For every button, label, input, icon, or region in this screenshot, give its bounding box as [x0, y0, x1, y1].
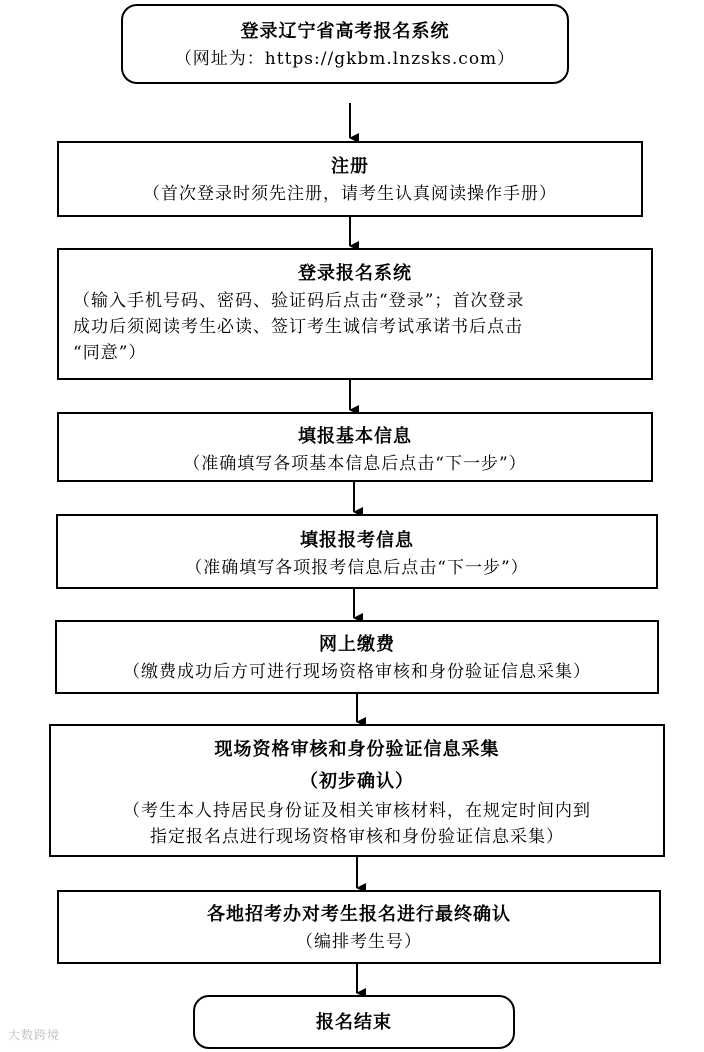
step-description-line-1: （输入手机号码、密码、验证码后点击“登录”；首次登录: [73, 291, 525, 311]
step-title: 现场资格审核和身份验证信息采集: [214, 739, 500, 760]
step-description-line-2: 成功后须阅读考生必读、签订考生诚信考试承诺书后点击: [73, 317, 523, 337]
step-fill-application-info: [56, 514, 658, 589]
step-title: 登录报名系统: [298, 263, 412, 284]
step-description-line-2: 指定报名点进行现场资格审核和身份验证信息采集）: [150, 827, 564, 847]
step-title: 各地招考办对考生报名进行最终确认: [207, 904, 511, 925]
step-title: 报名结束: [316, 1012, 392, 1033]
step-final-confirmation: [57, 890, 661, 964]
step-title: 注册: [331, 156, 369, 177]
step-description-line-3: “同意”）: [73, 343, 147, 363]
step-description-line-1: （考生本人持居民身份证及相关审核材料，在规定时间内到: [123, 801, 591, 821]
step-description: （准确填写各项基本信息后点击“下一步”）: [183, 454, 527, 474]
step-description: （编排考生号）: [296, 932, 422, 952]
step-online-payment: [55, 620, 659, 694]
step-title: 网上缴费: [319, 634, 395, 655]
step-description: （缴费成功后方可进行现场资格审核和身份验证信息采集）: [123, 662, 591, 682]
step-fill-basic-info: [57, 412, 653, 482]
step-description: （网址为：https://gkbm.lnzsks.com）: [174, 49, 516, 69]
step-title: 登录辽宁省高考报名系统: [240, 21, 450, 42]
step-description: （准确填写各项报考信息后点击“下一步”）: [185, 558, 529, 578]
step-login-registration-system: [57, 248, 653, 380]
step-description: （首次登录时须先注册，请考生认真阅读操作手册）: [143, 184, 557, 204]
step-onsite-verification: [49, 724, 665, 857]
step-login-system: [121, 4, 569, 84]
step-registration-end: [193, 995, 515, 1049]
watermark: 大数跨境: [8, 1028, 61, 1042]
step-subtitle: （初步确认）: [300, 771, 414, 792]
step-title: 填报基本信息: [298, 426, 412, 447]
step-title: 填报报考信息: [300, 530, 414, 551]
step-register: [57, 141, 643, 217]
